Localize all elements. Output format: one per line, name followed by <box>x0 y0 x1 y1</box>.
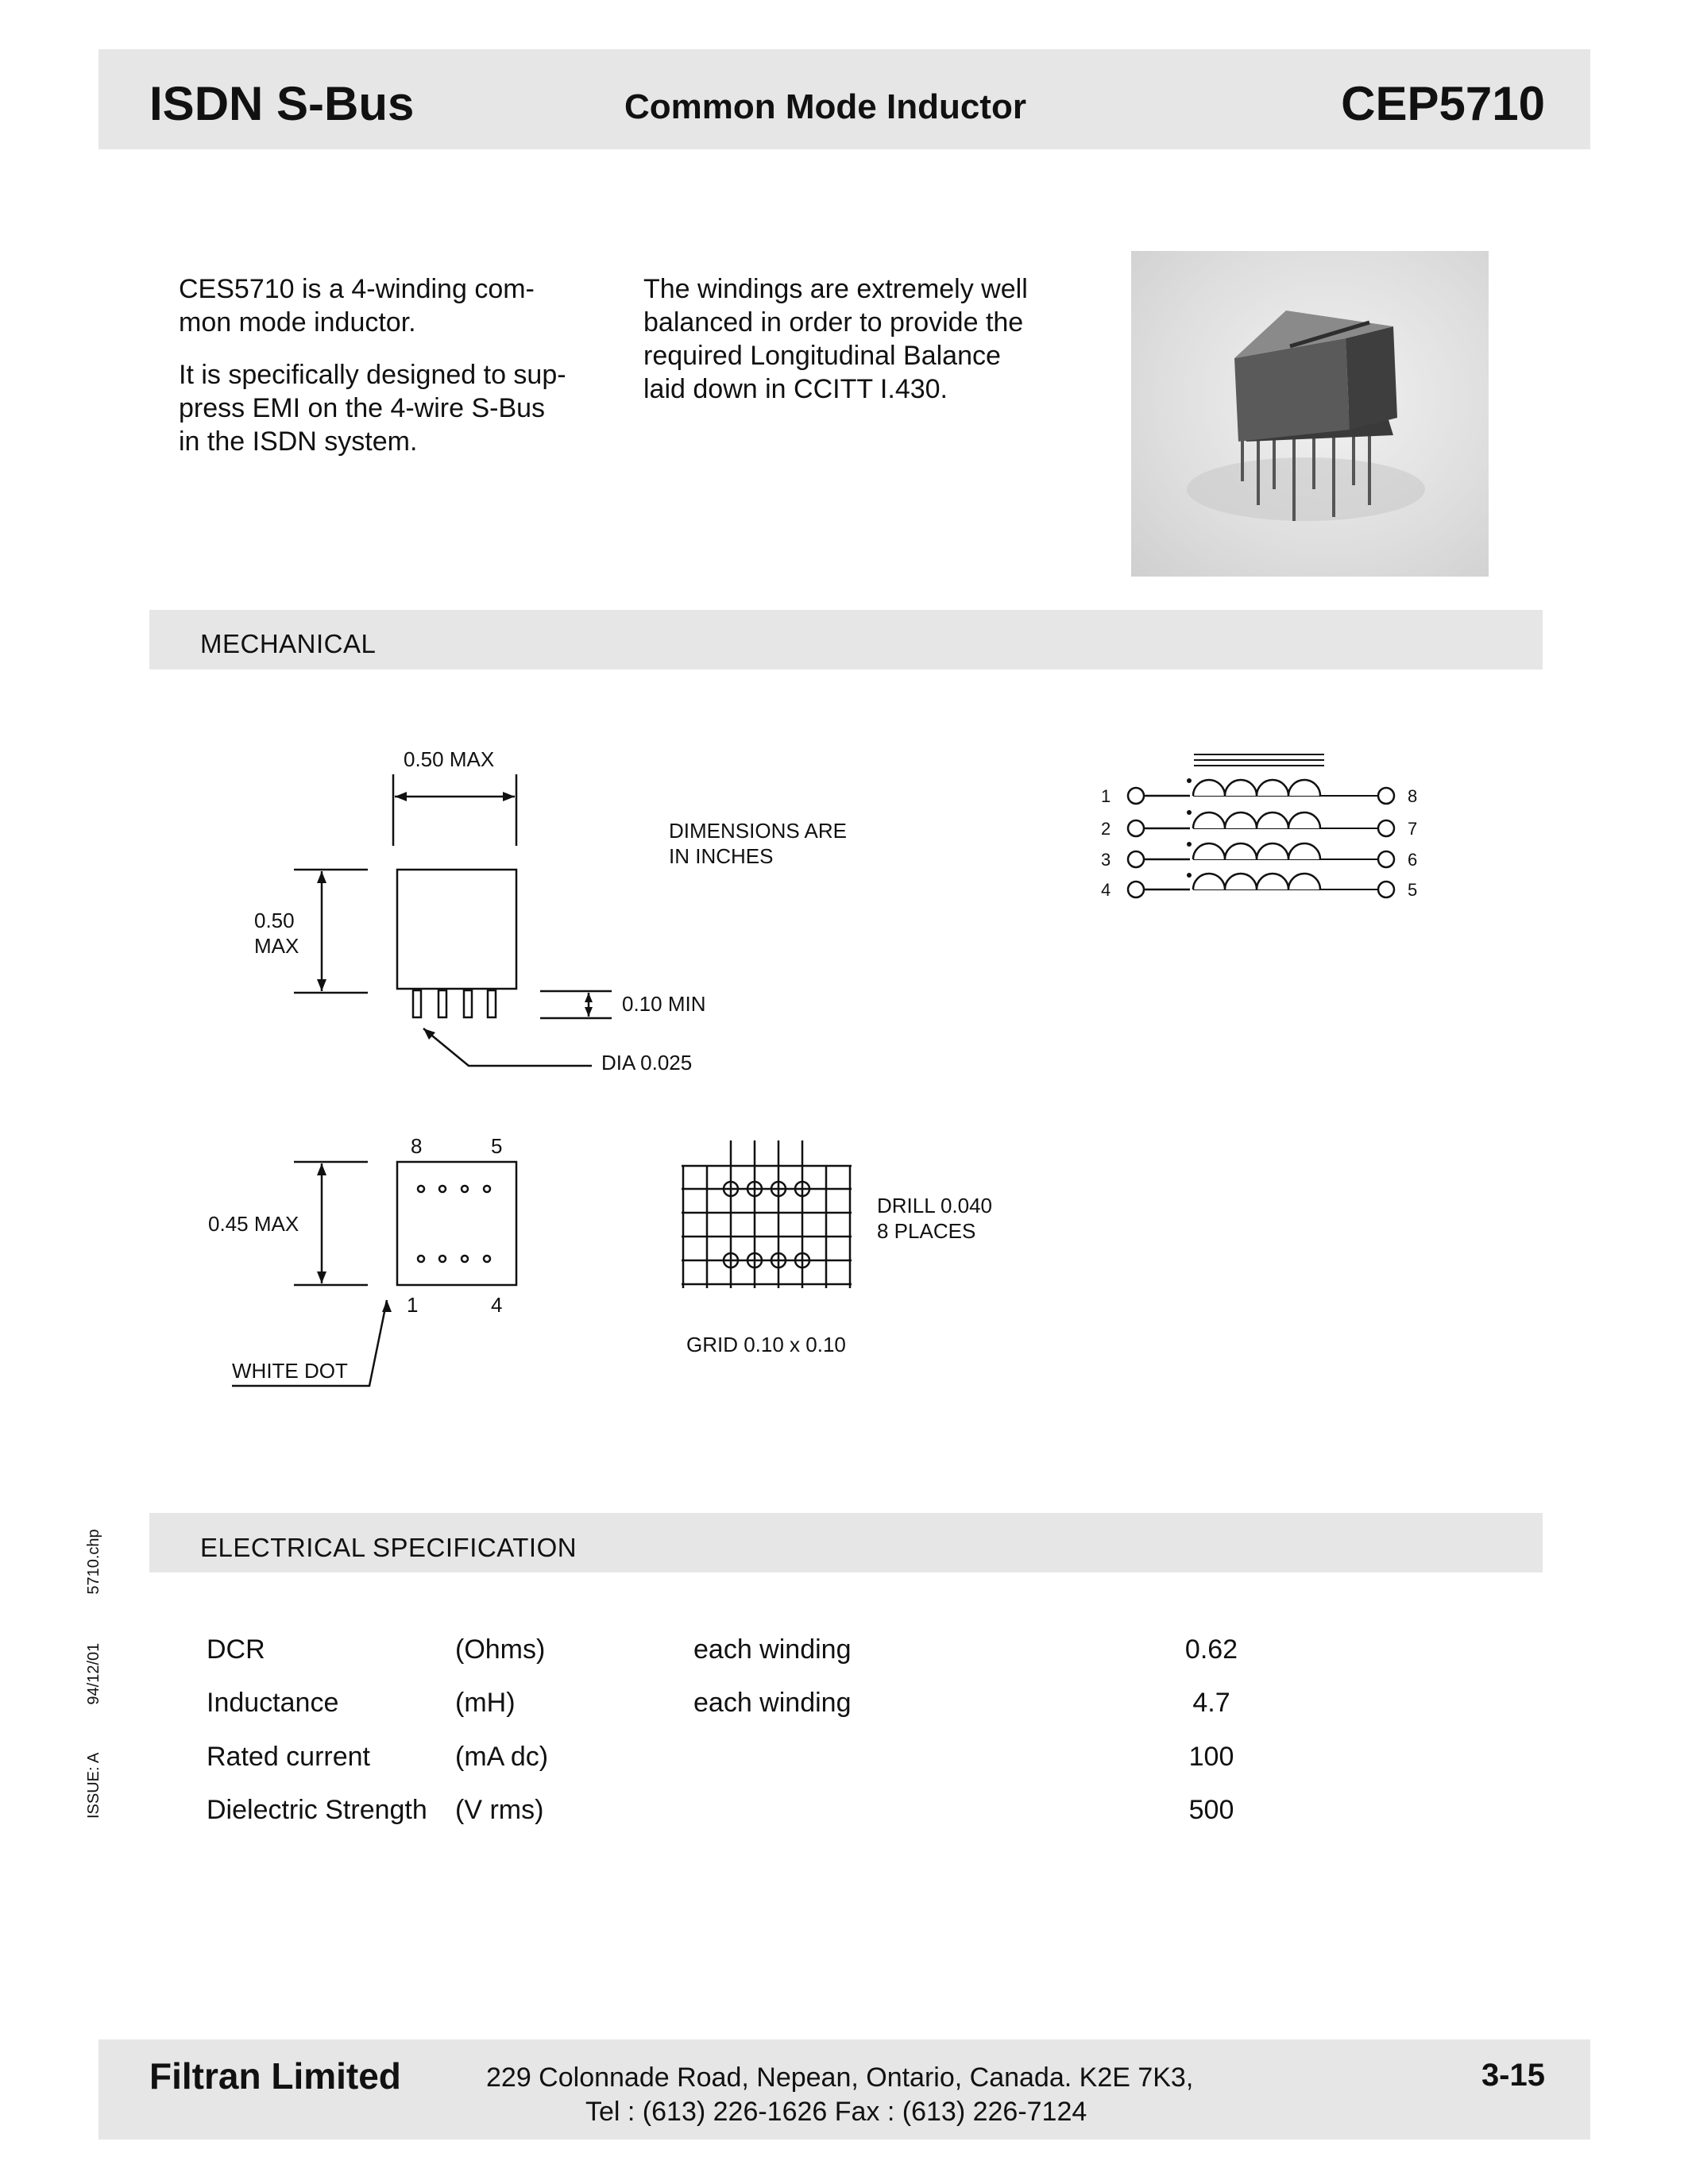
mechanical-section-title: MECHANICAL <box>200 629 377 658</box>
white-dot-label: WHITE DOT <box>232 1359 348 1383</box>
pin-label-1: 1 <box>407 1293 419 1317</box>
intro-col2-line1: The windings are extremely well <box>643 274 1028 304</box>
header-left-title: ISDN S-Bus <box>149 77 415 130</box>
height-label-line2: MAX <box>254 934 299 958</box>
schematic-pin-left-4: 4 <box>1101 880 1111 900</box>
schematic-pin-right-6: 6 <box>1408 850 1418 870</box>
spec-unit: (Ohms) <box>455 1634 546 1665</box>
spec-value: 4.7 <box>1192 1688 1230 1718</box>
pin-dia-label: DIA 0.025 <box>601 1051 693 1075</box>
spec-condition: each winding <box>693 1634 852 1665</box>
spec-value: 0.62 <box>1184 1634 1238 1665</box>
intro-col2-line2: balanced in order to provide the <box>643 307 1024 338</box>
spec-unit: (mH) <box>455 1688 516 1718</box>
intro-col1-p2-line2: press EMI on the 4-wire S-Bus <box>179 393 546 423</box>
pin-label-5: 5 <box>491 1134 503 1158</box>
header-part-number: CEP5710 <box>1341 77 1545 130</box>
schematic-pin-right-5: 5 <box>1408 880 1418 900</box>
intro-col1-p1-line2: mon mode inductor. <box>179 307 416 338</box>
file-name: 5710.chp <box>85 1529 102 1595</box>
intro-col2-line4: laid down in CCITT I.430. <box>643 374 948 404</box>
footer-company: Filtran Limited <box>149 2055 401 2097</box>
spec-param: DCR <box>207 1634 265 1665</box>
intro-col1-p2-line1: It is specifically designed to sup- <box>179 360 566 390</box>
schematic-pin-right-7: 7 <box>1408 819 1418 839</box>
pin-label-8: 8 <box>411 1134 423 1158</box>
footer-address: 229 Colonnade Road, Nepean, Ontario, Canada. K2E 7K3, <box>486 2062 1194 2093</box>
spec-param: Dielectric Strength <box>207 1795 427 1825</box>
spec-value: 500 <box>1188 1795 1234 1825</box>
width-label: 0.50 MAX <box>404 747 495 771</box>
header-center-title: Common Mode Inductor <box>624 87 1026 126</box>
height-label-line1: 0.50 <box>254 909 295 932</box>
side-note <box>85 1529 103 1819</box>
issue-label: ISSUE: A <box>85 1753 102 1819</box>
schematic-pin-left-2: 2 <box>1101 819 1111 839</box>
spec-param: Inductance <box>207 1688 339 1718</box>
schematic-pin-left-1: 1 <box>1101 786 1111 806</box>
intro-col1-p2-line3: in the ISDN system. <box>179 426 418 457</box>
spec-param: Rated current <box>207 1742 370 1772</box>
spec-value: 100 <box>1188 1742 1234 1772</box>
spec-unit: (mA dc) <box>455 1742 549 1772</box>
spec-unit: (V rms) <box>455 1795 544 1825</box>
intro-col1-p1-line1: CES5710 is a 4-winding com- <box>179 274 535 304</box>
drill-line1: DRILL 0.040 <box>877 1194 993 1217</box>
depth-label: 0.45 MAX <box>208 1212 299 1236</box>
drill-line2: 8 PLACES <box>877 1219 976 1243</box>
footer-contact: Tel : (613) 226-1626 Fax : (613) 226-7124 <box>585 2097 1087 2127</box>
electrical-section-title: ELECTRICAL SPECIFICATION <box>200 1533 577 1562</box>
footer-page-number: 3-15 <box>1481 2058 1545 2093</box>
intro-col2-line3: required Longitudinal Balance <box>643 341 1001 371</box>
schematic-pin-right-8: 8 <box>1408 786 1418 806</box>
issue-date: 94/12/01 <box>85 1642 102 1705</box>
spec-condition: each winding <box>693 1688 852 1718</box>
units-line1: DIMENSIONS ARE <box>669 819 847 843</box>
grid-label: GRID 0.10 x 0.10 <box>686 1333 846 1356</box>
pin-label-4: 4 <box>491 1293 503 1317</box>
pin-length-label: 0.10 MIN <box>622 992 706 1016</box>
units-line2: IN INCHES <box>669 844 774 868</box>
schematic-pin-left-3: 3 <box>1101 850 1111 870</box>
